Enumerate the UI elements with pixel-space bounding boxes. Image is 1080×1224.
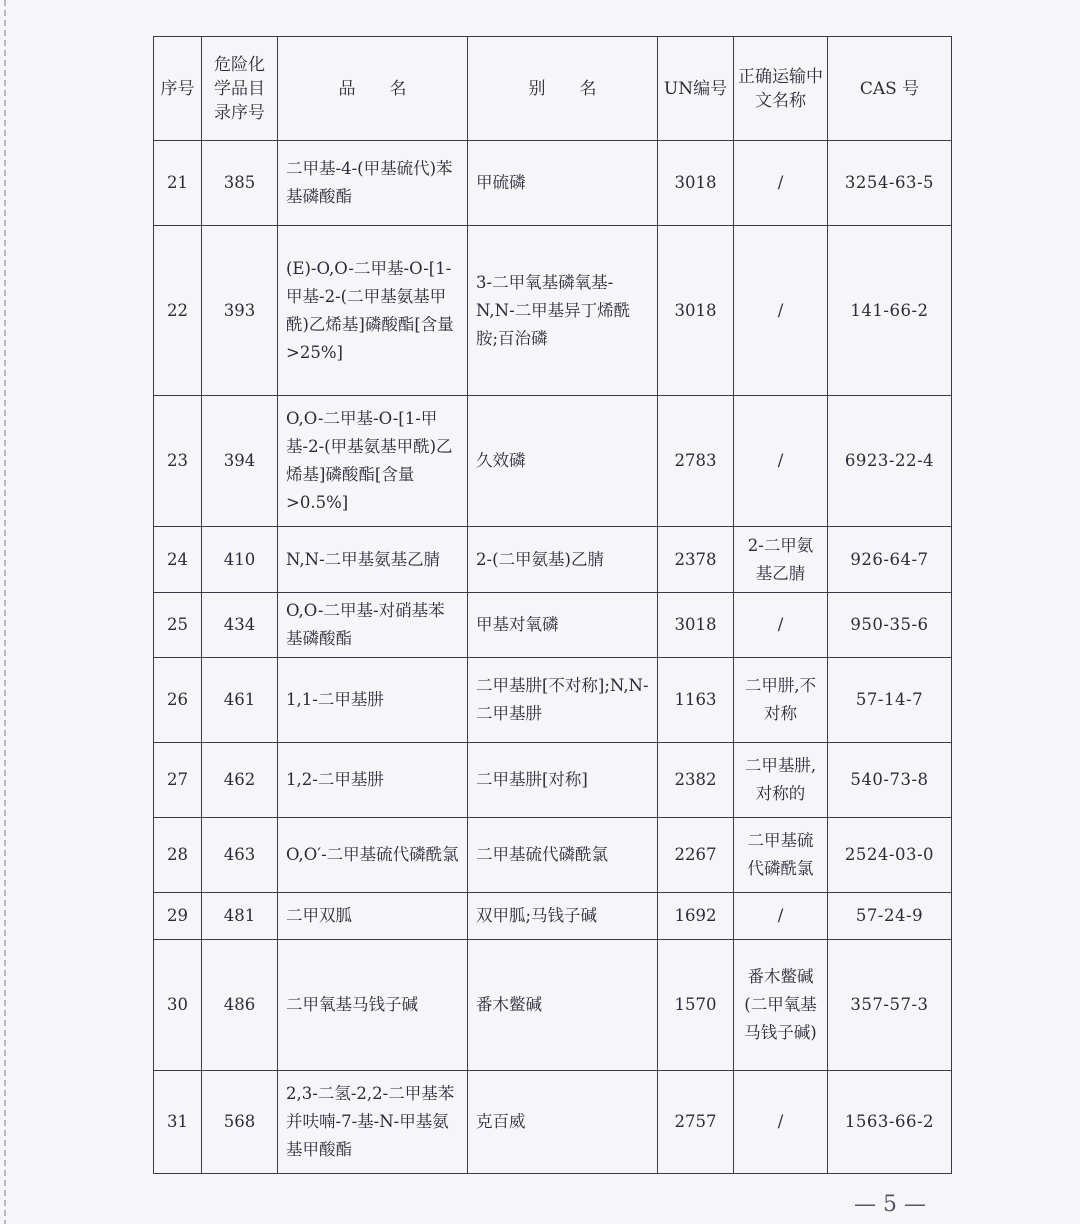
table-row (154, 818, 952, 893)
page-number: — 5 — (854, 1192, 926, 1217)
cell-name: 二甲氧基马钱子碱 (278, 940, 468, 1071)
cell-alias: 双甲胍;马钱子碱 (468, 893, 658, 940)
cell-un: 2757 (658, 1071, 734, 1174)
cell-name: O,O-二甲基-对硝基苯基磷酸酯 (278, 593, 468, 658)
cell-shipping-name: / (734, 893, 828, 940)
cell-cas: 926-64-7 (828, 527, 952, 593)
cell-seq: 21 (154, 141, 202, 226)
cell-shipping-name: / (734, 141, 828, 226)
cell-un: 1570 (658, 940, 734, 1071)
table-row (154, 141, 952, 226)
cell-name: (E)-O,O-二甲基-O-[1-甲基-2-(二甲基氨基甲酰)乙烯基]磷酸酯[含量>25%] (278, 226, 468, 396)
cell-cas: 141-66-2 (828, 226, 952, 396)
cell-name: 1,2-二甲基肼 (278, 743, 468, 818)
cell-cas: 2524-03-0 (828, 818, 952, 893)
cell-shipping-name: / (734, 226, 828, 396)
cell-un: 3018 (658, 593, 734, 658)
cell-seq: 25 (154, 593, 202, 658)
cell-catalog-no: 481 (202, 893, 278, 940)
cell-alias: 3-二甲氧基磷氧基-N,N-二甲基异丁烯酰胺;百治磷 (468, 226, 658, 396)
cell-cas: 950-35-6 (828, 593, 952, 658)
table-row (154, 658, 952, 743)
hazardous-chemicals-table (153, 36, 952, 1174)
header-alias: 别 名 (468, 37, 658, 141)
cell-un: 3018 (658, 226, 734, 396)
cell-cas: 540-73-8 (828, 743, 952, 818)
cell-alias: 甲硫磷 (468, 141, 658, 226)
cell-seq: 28 (154, 818, 202, 893)
cell-shipping-name: / (734, 593, 828, 658)
cell-catalog-no: 463 (202, 818, 278, 893)
table-row (154, 1071, 952, 1174)
cell-name: 1,1-二甲基肼 (278, 658, 468, 743)
cell-catalog-no: 410 (202, 527, 278, 593)
table-row (154, 893, 952, 940)
header-cas: CAS 号 (828, 37, 952, 141)
cell-shipping-name: 二甲肼,不对称 (734, 658, 828, 743)
cell-catalog-no: 394 (202, 396, 278, 527)
cell-un: 2267 (658, 818, 734, 893)
cell-un: 2378 (658, 527, 734, 593)
cell-seq: 30 (154, 940, 202, 1071)
table-row (154, 226, 952, 396)
cell-seq: 23 (154, 396, 202, 527)
cell-alias: 甲基对氧磷 (468, 593, 658, 658)
cell-shipping-name: / (734, 1071, 828, 1174)
header-un: UN编号 (658, 37, 734, 141)
table-row (154, 940, 952, 1071)
cell-seq: 26 (154, 658, 202, 743)
header-shipping-name: 正确运输中文名称 (734, 37, 828, 141)
cell-catalog-no: 486 (202, 940, 278, 1071)
cell-name: O,O-二甲基-O-[1-甲基-2-(甲基氨基甲酰)乙烯基]磷酸酯[含量>0.5%] (278, 396, 468, 527)
cell-catalog-no: 434 (202, 593, 278, 658)
cell-catalog-no: 568 (202, 1071, 278, 1174)
header-name: 品 名 (278, 37, 468, 141)
cell-cas: 6923-22-4 (828, 396, 952, 527)
table-body (154, 141, 952, 1174)
cell-cas: 3254-63-5 (828, 141, 952, 226)
table-row (154, 396, 952, 527)
cell-catalog-no: 462 (202, 743, 278, 818)
cell-alias: 久效磷 (468, 396, 658, 527)
table-header-row (154, 37, 952, 141)
cell-alias: 二甲基肼[不对称];N,N-二甲基肼 (468, 658, 658, 743)
cell-name: 二甲双胍 (278, 893, 468, 940)
cell-catalog-no: 385 (202, 141, 278, 226)
cell-shipping-name: 二甲基硫代磷酰氯 (734, 818, 828, 893)
cell-alias: 克百威 (468, 1071, 658, 1174)
cell-alias: 番木鳖碱 (468, 940, 658, 1071)
cell-name: 二甲基-4-(甲基硫代)苯基磷酸酯 (278, 141, 468, 226)
cell-name: 2,3-二氢-2,2-二甲基苯并呋喃-7-基-N-甲基氨基甲酸酯 (278, 1071, 468, 1174)
cell-seq: 31 (154, 1071, 202, 1174)
cell-un: 3018 (658, 141, 734, 226)
cell-cas: 1563-66-2 (828, 1071, 952, 1174)
cell-name: O,O′-二甲基硫代磷酰氯 (278, 818, 468, 893)
cell-un: 2783 (658, 396, 734, 527)
table-row (154, 743, 952, 818)
cell-seq: 24 (154, 527, 202, 593)
table-row (154, 527, 952, 593)
cell-shipping-name: 二甲基肼,对称的 (734, 743, 828, 818)
cell-seq: 29 (154, 893, 202, 940)
cell-alias: 二甲基肼[对称] (468, 743, 658, 818)
cell-shipping-name: 番木鳖碱(二甲氧基马钱子碱) (734, 940, 828, 1071)
table-row (154, 593, 952, 658)
cell-catalog-no: 393 (202, 226, 278, 396)
page-edge-mark (4, 0, 6, 1224)
cell-alias: 2-(二甲氨基)乙腈 (468, 527, 658, 593)
cell-seq: 22 (154, 226, 202, 396)
cell-un: 1692 (658, 893, 734, 940)
header-seq: 序号 (154, 37, 202, 141)
cell-catalog-no: 461 (202, 658, 278, 743)
cell-un: 2382 (658, 743, 734, 818)
cell-cas: 357-57-3 (828, 940, 952, 1071)
cell-alias: 二甲基硫代磷酰氯 (468, 818, 658, 893)
cell-cas: 57-24-9 (828, 893, 952, 940)
cell-shipping-name: / (734, 396, 828, 527)
cell-un: 1163 (658, 658, 734, 743)
cell-name: N,N-二甲基氨基乙腈 (278, 527, 468, 593)
cell-cas: 57-14-7 (828, 658, 952, 743)
header-catalog-no: 危险化学品目录序号 (202, 37, 278, 141)
cell-shipping-name: 2-二甲氨基乙腈 (734, 527, 828, 593)
cell-seq: 27 (154, 743, 202, 818)
